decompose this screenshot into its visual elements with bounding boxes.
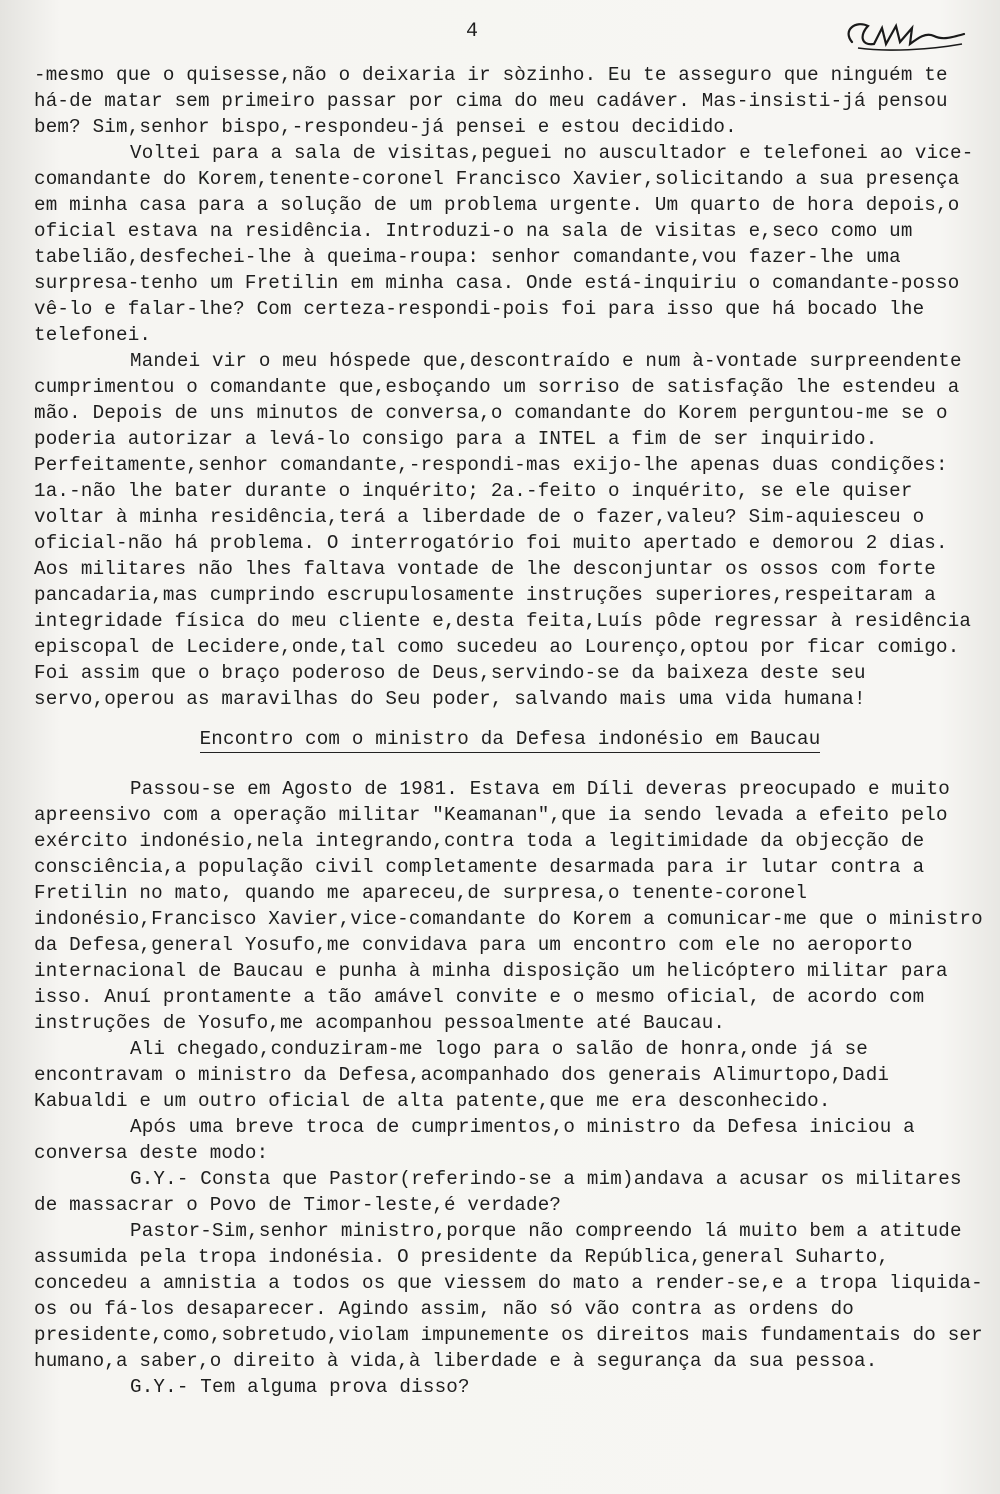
paragraph: Passou-se em Agosto de 1981. Estava em Díli deveras preocupado e muito apreensivo com a operação militar "Keamanan",que ia sendo levada a efeito pelo exército indonésio,nela integrando,contra toda a legitimidade da objecção de consciência,a população civil completamente desarmada para ir lutar contra a Fretilin no mato, quando me apareceu,de surpresa,o tenente-coronel indonésio,Francisco Xavier,vice-comandante do Korem a comunicar-me que o ministro da Defesa,general Yosufo,me convidava para um encontro com ele no aeroporto internacional de Baucau e punha à minha disposição um helicóptero militar para isso. Anuí prontamente a tão amável convite e o mesmo oficial, de acordo com instruções de Yosufo,me acompanhou pessoalmente até Baucau. bbox=[34, 778, 983, 1034]
section-heading-text: Encontro com o ministro da Defesa indonésio em Baucau bbox=[200, 728, 821, 753]
document-body bbox=[34, 62, 986, 1400]
dialogue-line: G.Y.- Tem alguma prova disso? bbox=[130, 1376, 470, 1398]
paragraph: Ali chegado,conduziram-me logo para o salão de honra,onde já se encontravam o ministro da Defesa,acompanhado dos generais Alimurtopo,Dadi Kabualdi e um outro oficial de alta patente,que me era desconhecido. bbox=[34, 1038, 890, 1112]
page-number: 4 bbox=[466, 20, 479, 43]
paragraph: Mandei vir o meu hóspede que,descontraído e num à-vontade surpreendente cumprimentou o comandante que,esboçando um sorriso de satisfação lhe estendeu a mão. Depois de uns minutos de conversa,o comandante do Korem perguntou-me se o poderia autorizar a levá-lo consigo para a INTEL a fim de ser inquirido. Perfeitamente,senhor comandante,-respondi-mas exijo-lhe apenas duas condições: 1a.-não lhe bater durante o inquérito; 2a.-feito o inquérito, se ele quiser voltar à minha residência,terá a liberdade de o fazer,valeu? Sim-aquiesceu o oficial-não há problema. O interrogatório foi muito apertado e demorou 2 dias. Aos militares não lhes faltava vontade de lhe desconjuntar os ossos com forte pancadaria,mas cumprindo escrupulosamente instruções superiores,respeitaram a integridade física do meu cliente e,desta feita,Luís pôde regressar à residência episcopal de Lecidere,onde,tal como sucedeu ao Lourenço,optou por ficar comigo. Foi assim que o braço poderoso de Deus,servindo-se da baixeza deste seu servo,operou as maravilhas do Seu poder, salvando mais uma vida humana! bbox=[34, 350, 972, 710]
signature-mark bbox=[838, 16, 968, 56]
dialogue-line: G.Y.- Consta que Pastor(referindo-se a mim)andava a acusar os militares de massacrar o Povo de Timor-leste,é verdade? bbox=[34, 1168, 962, 1216]
section-heading bbox=[34, 726, 986, 752]
paragraph-continuation: -mesmo que o quisesse,não o deixaria ir sòzinho. Eu te asseguro que ninguém te há-de matar sem primeiro passar por cima do meu cadáver. Mas-insisti-já pensou bem? Sim,senhor bispo,-respondeu-já pensei e estou decidido. bbox=[34, 64, 948, 138]
paragraph: Após uma breve troca de cumprimentos,o ministro da Defesa iniciou a conversa deste modo: bbox=[34, 1116, 915, 1164]
dialogue-line: Pastor-Sim,senhor ministro,porque não compreendo lá muito bem a atitude assumida pela tropa indonésia. O presidente da República,general Suharto, concedeu a amnistia a todos os que viessem do mato a render-se,e a tropa liquida-os ou fá-los desaparecer. Agindo assim, não só vão contra as ordens do presidente,como,sobretudo,violam impunemente os direitos mais fundamentais do ser humano,a saber,o direito à vida,à liberdade e à segurança da sua pessoa. bbox=[34, 1220, 983, 1372]
paragraph: Voltei para a sala de visitas,peguei no auscultador e telefonei ao vice-comandante do Korem,tenente-coronel Francisco Xavier,solicitando a sua presença em minha casa para a solução de um problema urgente. Um quarto de hora depois,o oficial estava na residência. Introduzi-o na sala de visitas e,seco como um tabelião,desfechei-lhe à queima-roupa: senhor comandante,vou fazer-lhe uma surpresa-tenho um Fretilin em minha casa. Onde está-inquiriu o comandante-posso vê-lo e falar-lhe? Com certeza-respondi-pois foi para isso que há bocado lhe telefonei. bbox=[34, 142, 974, 346]
